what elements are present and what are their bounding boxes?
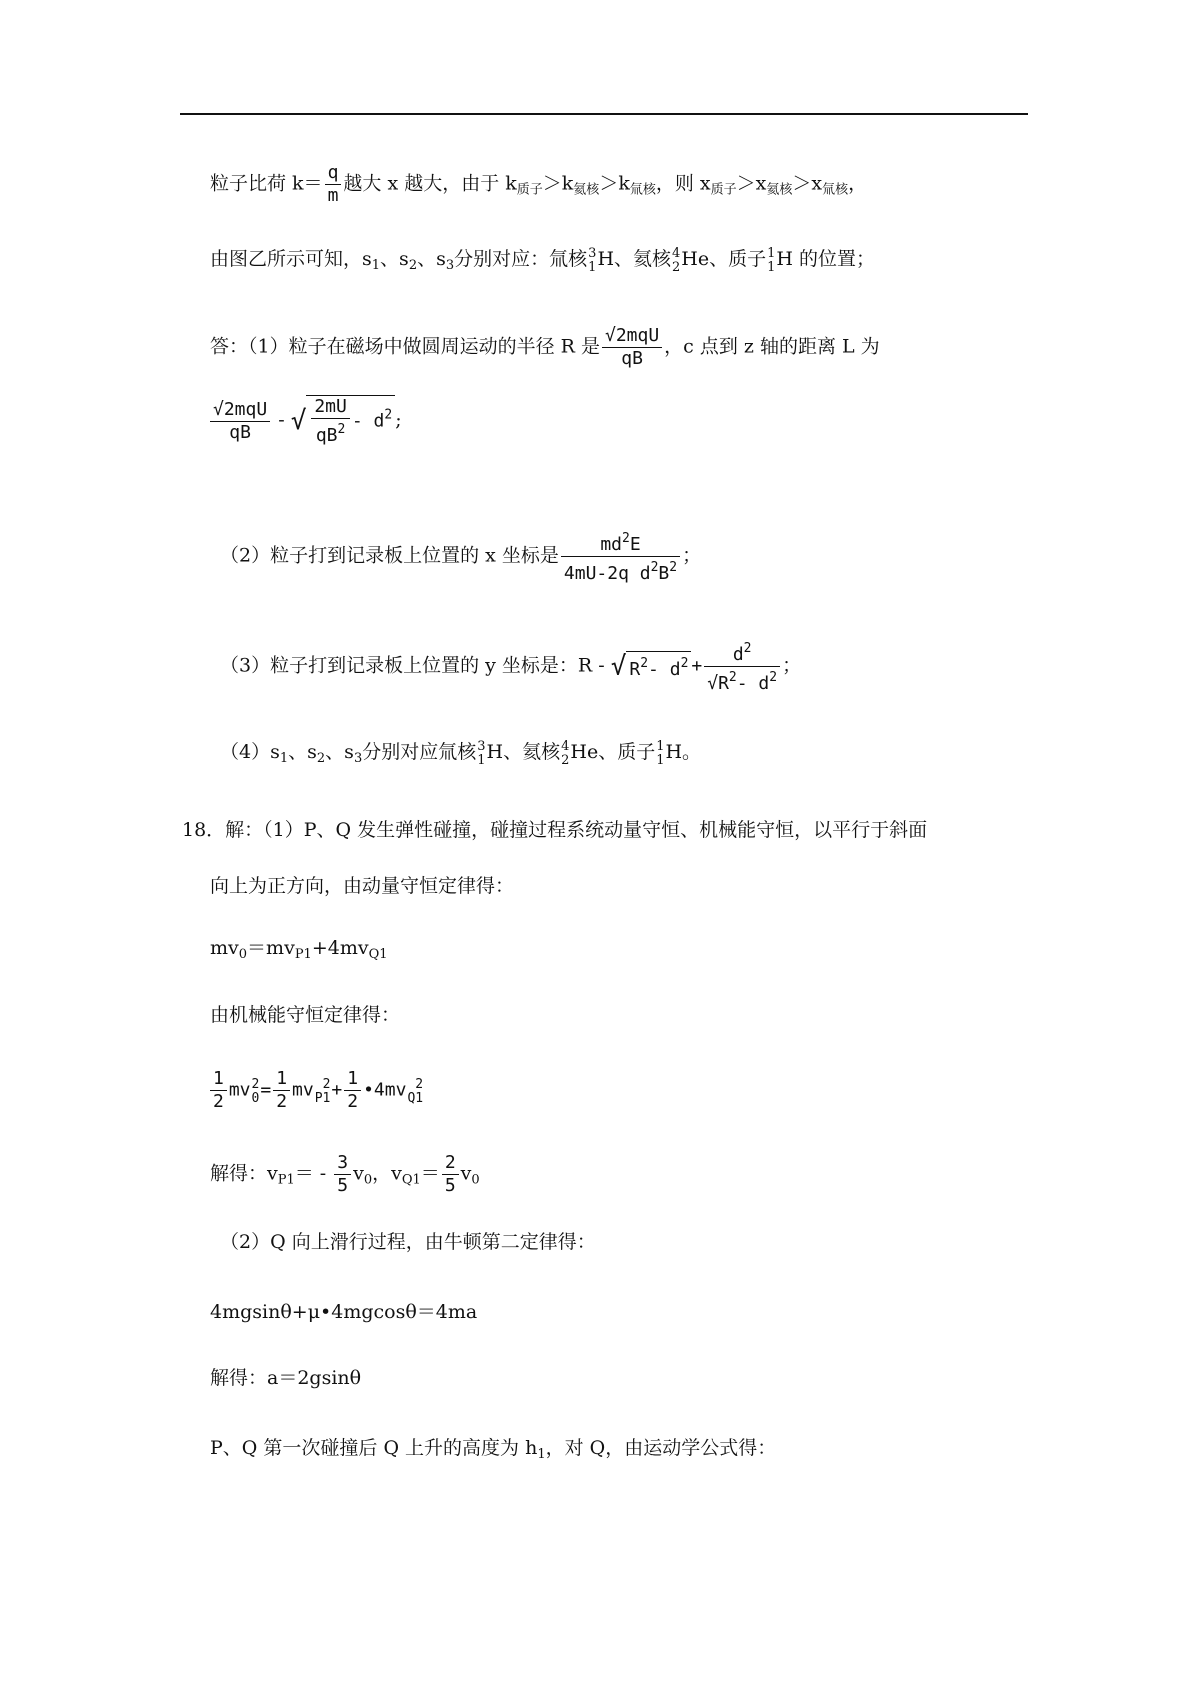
line-acceleration-solution: 解得：a＝2gsinθ	[210, 1367, 362, 1389]
line-answer-3: （3）粒子打到记录板上位置的 y 坐标是：R - √ $R^2-$ $d^2$ + $\frac{d^2}{√R^2- d^2}$ ；	[220, 638, 801, 695]
line-positive-direction: 向上为正方向，由动量守恒定律得：	[210, 875, 515, 897]
sqrt-expression: √ $\frac{2mU}{qB^2}$ - $d^2$	[291, 395, 396, 447]
fraction-q-over-m: $\frac{q}{m}$	[325, 162, 342, 207]
fraction-y-coordinate: $\frac{d^2}{√R^2- d^2}$	[704, 638, 780, 695]
line-newton-second-law: （2）Q 向上滑行过程，由牛顿第二定律得：	[220, 1231, 596, 1253]
line-height-h1: P、Q 第一次碰撞后 Q 上升的高度为 $h_1$，对 Q，由运动学公式得：	[210, 1437, 777, 1462]
isotope-proton: 1 1	[767, 246, 776, 275]
isotope-tritium: 3 1	[588, 246, 597, 275]
fraction-x-coordinate: $\frac{md^2E}{4mU-2q d^2B^2}$	[561, 528, 680, 585]
sqrt-r2-d2: √ $R^2-$ $d^2$	[611, 651, 692, 682]
line-energy-equation: $\frac{1}{2}$ mv 2 0 = $\frac{1}{2}$ mv 2 P1 + $\frac{1}{2}$ •4mv 2 Q1	[208, 1068, 424, 1113]
line-momentum-equation: $mv_0=mv_{P1}+4mv_{Q1}$	[210, 937, 388, 962]
line-energy-conservation: 由机械能守恒定律得：	[210, 1004, 401, 1026]
isotope-tritium-2: 3 1	[477, 739, 486, 768]
fraction-radius-2: √2mqU qB	[210, 399, 270, 444]
line-figure-mapping: 由图乙所示可知，$s_1$、$s_2$、$s_3$分别对应：氚核 3 1 H、氦核 4 2 He、质子 1 1 H 的位置；	[210, 246, 876, 275]
fraction-radius: √2mqU qB	[602, 325, 662, 370]
line-specific-charge: 粒子比荷 k＝ $\frac{q}{m}$ 越大 x 越大，由于 $k_{质子}>k_{氦核}>k_{氚核}$，则 $x_{质子}>x_{氦核}>x_{氚核}$，	[210, 162, 868, 206]
line-velocity-solution: 解得：$v_{P1}=$ - $\frac{3}{5}$ $v_0$，$v_{Q1}=$ $\frac{2}{5}$ $v_0$	[210, 1152, 480, 1196]
header-rule	[180, 113, 1028, 115]
isotope-proton-2: 1 1	[656, 739, 665, 768]
line-solution-18: 18．解：（1）P、Q 发生弹性碰撞，碰撞过程系统动量守恒、机械能守恒，以平行于斜面	[182, 819, 928, 841]
line-answer-2: （2）粒子打到记录板上位置的 x 坐标是 $\frac{md^2E}{4mU-2q d^2B^2}$ ；	[220, 528, 701, 585]
line-distance-formula: √2mqU qB - √ $\frac{2mU}{qB^2}$ - $d^2$ ;	[208, 395, 402, 447]
line-answer-4: $(4)s_1$、$s_2$、$s_3$分别对应氚核 3 1 H、氦核 4 2 He、质子 1 1 H。	[220, 739, 702, 768]
line-force-equation: 4mgsinθ+μ•4mgcosθ＝4ma	[210, 1301, 478, 1323]
isotope-helium-2: 4 2	[561, 739, 570, 768]
line-answer-1: 答：（1）粒子在磁场中做圆周运动的半径 R 是 √2mqU qB ，c 点到 z 轴的距离 L 为	[210, 325, 880, 369]
isotope-helium: 4 2	[672, 246, 681, 275]
